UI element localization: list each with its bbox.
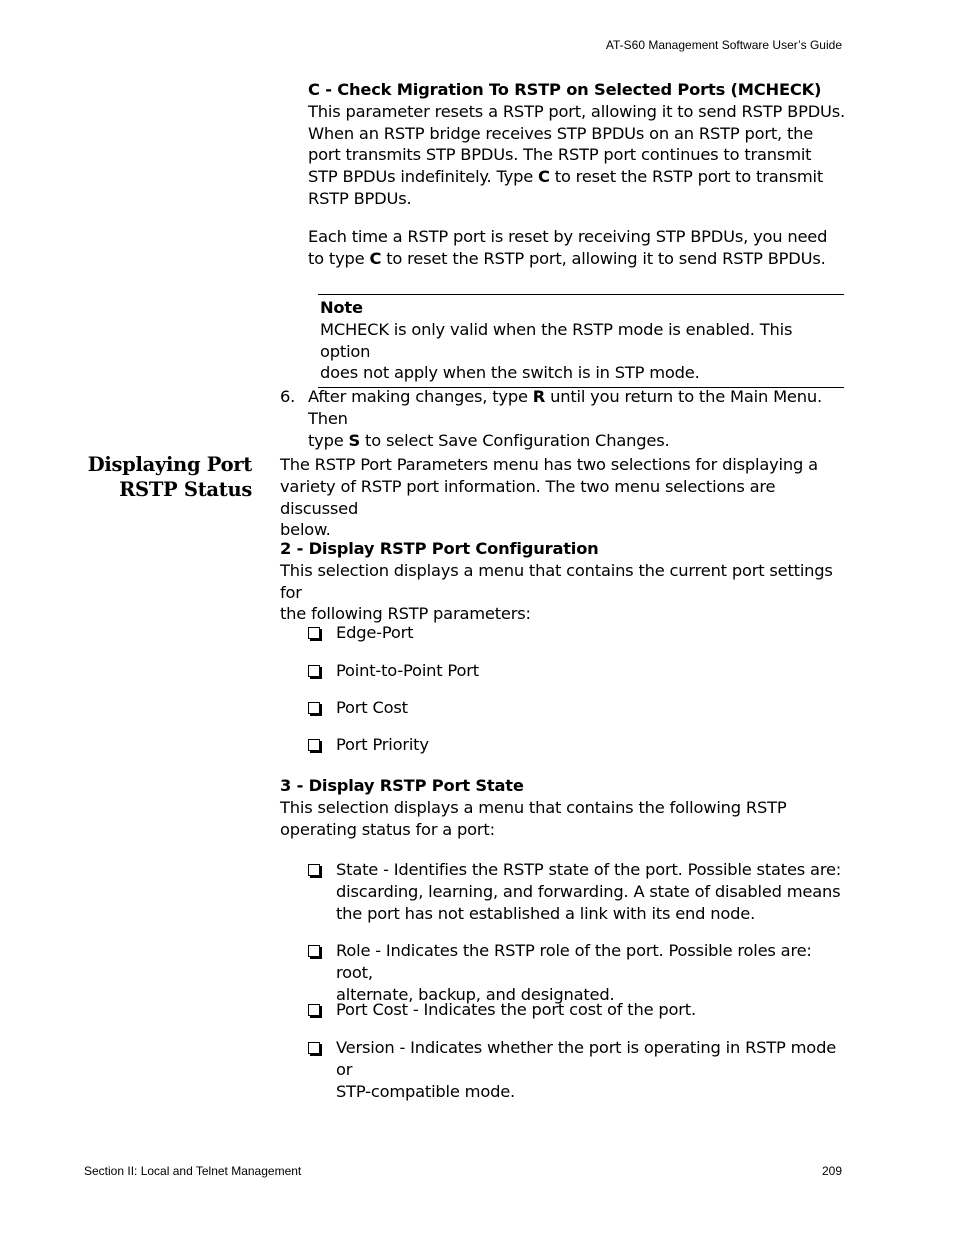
mcheck-line: This parameter resets a RSTP port, allowing it to send RSTP BPDUs.: [308, 101, 845, 121]
mcheck-line: to reset the RSTP port to transmit: [549, 167, 824, 187]
list-item-line: the port has not established a link with its end node.: [336, 903, 756, 923]
list-item: [308, 999, 848, 1021]
note-line: does not apply when the switch is in STP mode.: [320, 363, 700, 383]
list-item: [308, 859, 848, 924]
key-r: R: [532, 387, 546, 406]
step-line: to select Save Configuration Changes.: [360, 430, 670, 450]
key-c: C: [369, 248, 382, 268]
intro-line: below.: [280, 520, 331, 540]
mcheck-section: [308, 79, 848, 210]
note-line: MCHECK is only valid when the RSTP mode is enabled. This option: [320, 319, 793, 361]
mcheck-line: RSTP BPDUs.: [308, 188, 412, 208]
state-heading: 3 - Display RSTP Port State: [280, 776, 524, 795]
mcheck-line: Each time a RSTP port is reset by receiving STP BPDUs, you need: [308, 227, 828, 246]
config-desc-line: the following RSTP parameters:: [280, 604, 531, 624]
mcheck-line: to reset the RSTP port, allowing it to send RSTP BPDUs.: [381, 248, 826, 268]
checkbox-bullet-icon: [308, 1042, 320, 1054]
mcheck-line: When an RSTP bridge receives STP BPDUs on an RSTP port, the: [308, 123, 814, 143]
note-label: Note: [320, 298, 363, 317]
checkbox-bullet-icon: [308, 702, 320, 714]
checkbox-bullet-icon: [308, 627, 320, 639]
config-heading: 2 - Display RSTP Port Configuration: [280, 539, 599, 558]
intro-line: The RSTP Port Parameters menu has two selections for displaying a: [280, 455, 818, 474]
config-desc-line: This selection displays a menu that contains the current port settings for: [280, 560, 833, 602]
checkbox-bullet-icon: [308, 864, 320, 876]
list-item-text: [336, 1037, 848, 1102]
list-item: [308, 940, 848, 1005]
list-item-text: Port Priority: [336, 735, 429, 754]
intro-line: variety of RSTP port information. The two menu selections are discussed: [280, 476, 776, 518]
list-item: [308, 660, 848, 682]
list-item: [308, 1037, 848, 1102]
section-heading-line: Displaying Port: [87, 453, 252, 476]
checkbox-bullet-icon: [308, 945, 320, 957]
list-item-line: alternate, backup, and designated.: [336, 984, 615, 1004]
list-item: [308, 697, 848, 719]
section-heading-line: RSTP Status: [119, 478, 252, 501]
mcheck-heading: C - Check Migration To RSTP on Selected Ports (MCHECK): [308, 80, 822, 99]
mcheck-para-2: [308, 226, 848, 270]
checkbox-bullet-icon: [308, 665, 320, 677]
step-number: 6.: [280, 387, 296, 406]
footer-section: Section II: Local and Telnet Management: [84, 1164, 302, 1178]
running-header: AT-S60 Management Software User’s Guide: [605, 38, 842, 52]
note-box: [318, 294, 844, 388]
mcheck-line: STP BPDUs indefinitely. Type: [308, 167, 539, 187]
checkbox-bullet-icon: [308, 1004, 320, 1016]
state-desc-line: operating status for a port:: [280, 819, 495, 839]
list-item-text: [336, 999, 848, 1021]
step-line: After making changes, type: [308, 387, 533, 406]
state-desc-line: This selection displays a menu that contains the following RSTP: [280, 797, 787, 817]
mcheck-line: port transmits STP BPDUs. The RSTP port continues to transmit: [308, 145, 812, 165]
mcheck-para-1: [308, 101, 848, 210]
key-s: S: [348, 430, 361, 450]
key-c: C: [538, 167, 550, 187]
checkbox-bullet-icon: [308, 739, 320, 751]
config-section: [280, 538, 842, 625]
list-item: [308, 734, 848, 756]
list-item-line: Version - Indicates whether the port is operating in RSTP mode or: [336, 1038, 837, 1079]
list-item-line: STP-compatible mode.: [336, 1081, 516, 1101]
step-line: until you return to the Main Menu. Then: [308, 387, 822, 428]
list-item: [308, 622, 848, 644]
list-item-text: [336, 859, 848, 924]
page-number: 209: [821, 1164, 842, 1178]
step-6-text: [308, 386, 848, 451]
section-intro: [280, 454, 842, 541]
state-section: [280, 775, 842, 840]
step-line: type: [308, 430, 349, 450]
list-item-text: Port Cost: [336, 698, 408, 717]
list-item-line: discarding, learning, and forwarding. A state of disabled means: [336, 881, 841, 901]
list-item-text: Point-to-Point Port: [336, 661, 479, 680]
list-item-text: [336, 940, 848, 1005]
mcheck-line: to type: [308, 248, 370, 268]
list-item-line: Port Cost - Indicates the port cost of the port.: [336, 1000, 696, 1019]
section-heading: [88, 452, 252, 502]
list-item-text: Edge-Port: [336, 623, 414, 642]
list-item-line: Role - Indicates the RSTP role of the port. Possible roles are: root,: [336, 941, 812, 982]
list-item-line: State - Identifies the RSTP state of the port. Possible states are:: [336, 860, 842, 879]
